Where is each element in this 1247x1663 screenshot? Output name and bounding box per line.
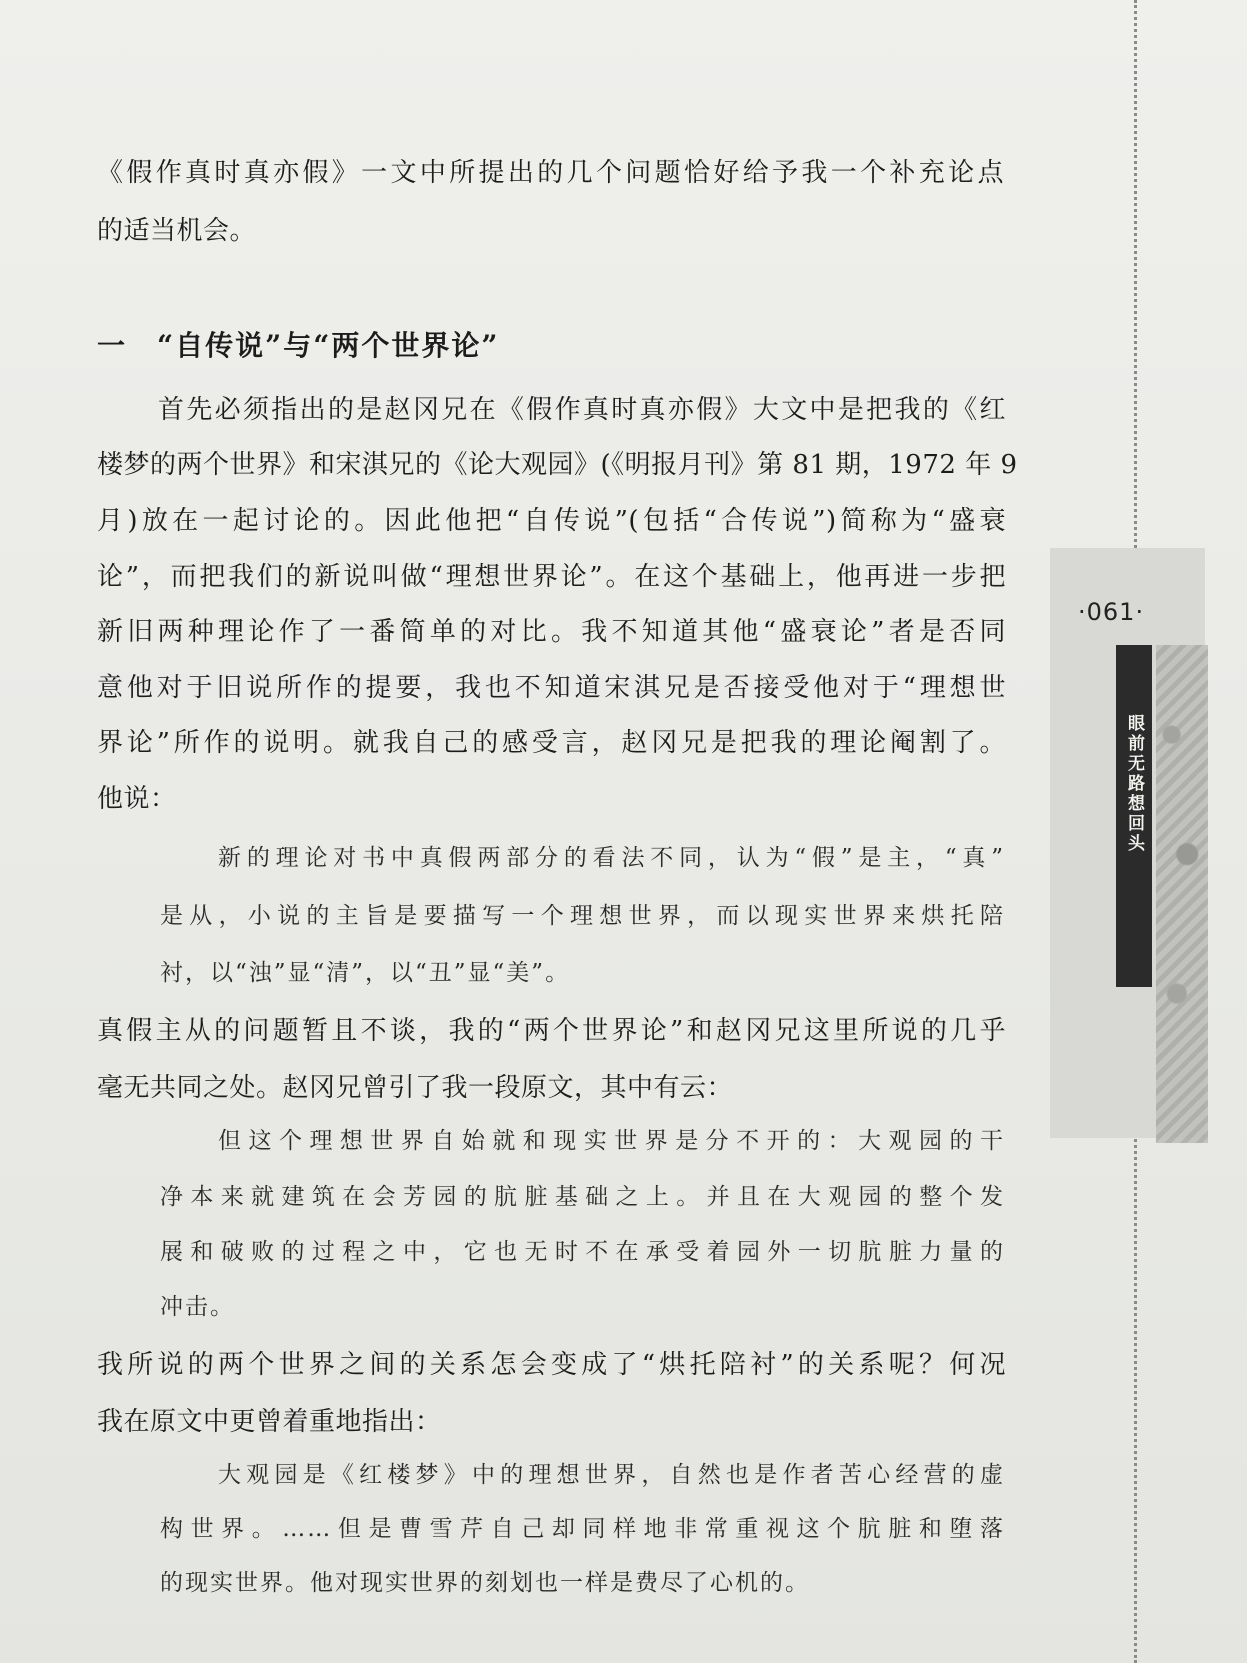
paragraph1-line-7: 界论”所作的说明。就我自己的感受言，赵冈兄是把我的理论阉割了。 <box>97 728 1006 758</box>
quote3-line-3: 的现实世界。他对现实世界的刻划也一样是费尽了心机的。 <box>160 1570 810 1596</box>
quote2-line-1: 但这个理想世界自始就和现实世界是分不开的：大观园的干 <box>218 1128 1005 1154</box>
quote3-line-1: 大观园是《红楼梦》中的理想世界，自然也是作者苦心经营的虚 <box>218 1462 1005 1488</box>
opening-line-2: 的适当机会。 <box>97 216 257 246</box>
paragraph1-line-4: 论”，而把我们的新说叫做“理想世界论”。在这个基础上，他再进一步把 <box>97 562 1006 592</box>
paragraph3-line-2: 我在原文中更曾着重地指出： <box>97 1407 442 1437</box>
page-number: ·061· <box>1078 598 1145 626</box>
quote2-line-4: 冲击。 <box>160 1294 235 1320</box>
opening-line-1: 《假作真时真亦假》一文中所提出的几个问题恰好给予我一个补充论点 <box>97 158 1004 188</box>
decorative-illustration <box>1156 645 1208 1143</box>
paragraph2-line-1: 真假主从的问题暂且不谈，我的“两个世界论”和赵冈兄这里所说的几乎 <box>97 1016 1006 1046</box>
paragraph1-line-5: 新旧两种理论作了一番简单的对比。我不知道其他“盛衰论”者是否同 <box>97 617 1006 647</box>
paragraph1-line-3: 月)放在一起讨论的。因此他把“自传说”(包括“合传说”)简称为“盛衰 <box>97 506 1006 536</box>
paragraph1-line-1: 首先必须指出的是赵冈兄在《假作真时真亦假》大文中是把我的《红 <box>158 395 1006 425</box>
chapter-tab-label: 眼前无路想回头 <box>1124 714 1144 854</box>
paragraph1-line-2: 楼梦的两个世界》和宋淇兄的《论大观园》(《明报月刊》第 81 期，1972 年 9 <box>97 450 1018 480</box>
quote2-line-2: 净本来就建筑在会芳园的肮脏基础之上。并且在大观园的整个发 <box>160 1184 1005 1210</box>
paragraph3-line-1: 我所说的两个世界之间的关系怎会变成了“烘托陪衬”的关系呢？何况 <box>97 1350 1006 1380</box>
paragraph1-line-6: 意他对于旧说所作的提要，我也不知道宋淇兄是否接受他对于“理想世 <box>97 673 1006 703</box>
quote3-line-2: 构世界。……但是曹雪芹自己却同样地非常重视这个肮脏和堕落 <box>160 1516 1005 1542</box>
quote1-line-2: 是从，小说的主旨是要描写一个理想世界，而以现实世界来烘托陪 <box>160 903 1005 929</box>
quote1-line-1: 新的理论对书中真假两部分的看法不同，认为“假”是主，“真” <box>218 845 1005 871</box>
section-heading: 一 “自传说”与“两个世界论” <box>97 329 500 362</box>
quote2-line-3: 展和破败的过程之中，它也无时不在承受着园外一切肮脏力量的 <box>160 1239 1005 1265</box>
paragraph1-line-8: 他说： <box>97 784 177 814</box>
paragraph2-line-2: 毫无共同之处。赵冈兄曾引了我一段原文，其中有云： <box>97 1073 734 1103</box>
quote1-line-3: 衬，以“浊”显“清”，以“丑”显“美”。 <box>160 960 571 986</box>
